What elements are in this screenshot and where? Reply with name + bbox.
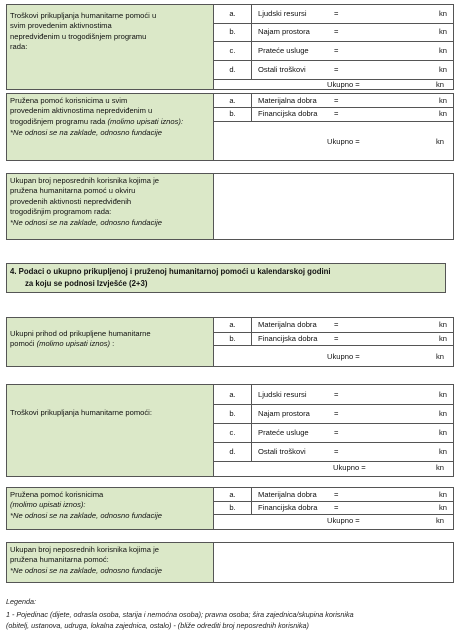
s3-troskovi-total-unit: kn xyxy=(436,80,445,89)
s4-troskovi-total-unit: kn xyxy=(436,463,445,472)
s4-prihod-row-b: b. Financijska dobra = kn xyxy=(214,332,453,345)
s4-troskovi-row-a: a. Ljudski resursi = kn xyxy=(214,385,453,404)
s4-pruzena-total: Ukupno = xyxy=(327,516,360,525)
s4-troskovi-row-d: d. Ostali troškovi = kn xyxy=(214,442,453,461)
s4-troskovi-label: Troškovi prikupljanja humanitarne pomoći: xyxy=(7,385,214,476)
s4-troskovi-total: Ukupno = xyxy=(333,463,366,472)
s4-prihod-row-a: a. Materijalna dobra = kn xyxy=(214,318,453,332)
s3-troskovi-row-d: d. Ostali troškovi = kn xyxy=(214,60,453,79)
s4-korisnici-label: Ukupan broj neposrednih korisnika kojima je pružena humanitarna pomoć: *Ne odnosi se na zaklade, odnosno fundacije xyxy=(7,543,214,582)
s4-troskovi-row-c: c. Prateće usluge = kn xyxy=(214,423,453,442)
s3-pruzena-total: Ukupno = xyxy=(327,137,360,146)
s3-troskovi-row-c: c. Prateće usluge = kn xyxy=(214,41,453,60)
s4-pruzena-total-unit: kn xyxy=(436,516,445,525)
s4-prihod-total-unit: kn xyxy=(436,352,445,361)
s3-korisnici-label: Ukupan broj neposrednih korisnika kojima je pružena humanitarna pomoć u okviru provedenih aktivnosti nepredviđenih trogodišnjim programom rada: *Ne odnosi se na zaklade, odnosno fundacije xyxy=(7,174,214,239)
s3-pruzena-row-b: b. Financijska dobra = kn xyxy=(214,107,453,121)
s3-troskovi-total: Ukupno = xyxy=(327,80,360,89)
legend-title: Legenda: xyxy=(6,597,36,606)
s4-pruzena-label: Pružena pomoć korisnicima (molimo upisati iznos): *Ne odnosi se na zaklade, odnosno fundacije xyxy=(7,488,214,529)
s4-troskovi-table xyxy=(6,384,454,477)
s4-troskovi-row-b: b. Najam prostora = kn xyxy=(214,404,453,423)
s3-troskovi-label: Troškovi prikupljanja humanitarne pomoći u svim provedenim aktivnostima nepredviđenim u trogodišnjem programu rada: xyxy=(7,5,214,89)
s3-korisnici-table xyxy=(6,173,454,240)
s4-pruzena-table xyxy=(6,487,454,530)
s3-pruzena-table xyxy=(6,93,454,161)
legend-line1: 1 - Pojedinac (dijete, odrasla osoba, starija i nemoćna osoba); pravna osoba; šira zajednica/skupina korisnika xyxy=(6,610,354,620)
s4-pruzena-row-b: b. Financijska dobra = kn xyxy=(214,501,453,514)
s3-pruzena-row-a: a. Materijalna dobra = kn xyxy=(214,94,453,107)
s3-troskovi-table xyxy=(6,4,454,90)
legend-line2: (obitelj, ustanova, udruga, lokalna zajednica, ostalo) - (bliže odrediti broj neposrednih korisnika) xyxy=(6,620,309,630)
s4-prihod-table xyxy=(6,317,454,367)
s3-pruzena-total-unit: kn xyxy=(436,137,445,146)
s4-prihod-label: Ukupni prihod od prikupljene humanitarne pomoći (molimo upisati iznos) : xyxy=(7,318,214,366)
s4-korisnici-table xyxy=(6,542,454,583)
s3-pruzena-label: Pružena pomoć korisnicima u svim provedenim aktivnostima nepredviđenim u trogodišnjem programu rada (molimo upisati iznos): *Ne odnosi se na zaklade, odnosno fundacije xyxy=(7,94,214,160)
section4-heading: 4. Podaci o ukupno prikupljenoj i pruženoj humanitarnoj pomoći u kalendarskoj godini za koju se podnosi Izvješće (2+3) xyxy=(6,263,446,293)
s4-prihod-total: Ukupno = xyxy=(327,352,360,361)
legend xyxy=(6,597,451,631)
s3-troskovi-row-a: a. Ljudski resursi = kn xyxy=(214,5,453,23)
s4-pruzena-row-a: a. Materijalna dobra = kn xyxy=(214,488,453,501)
s3-troskovi-row-b: b. Najam prostora = kn xyxy=(214,23,453,41)
